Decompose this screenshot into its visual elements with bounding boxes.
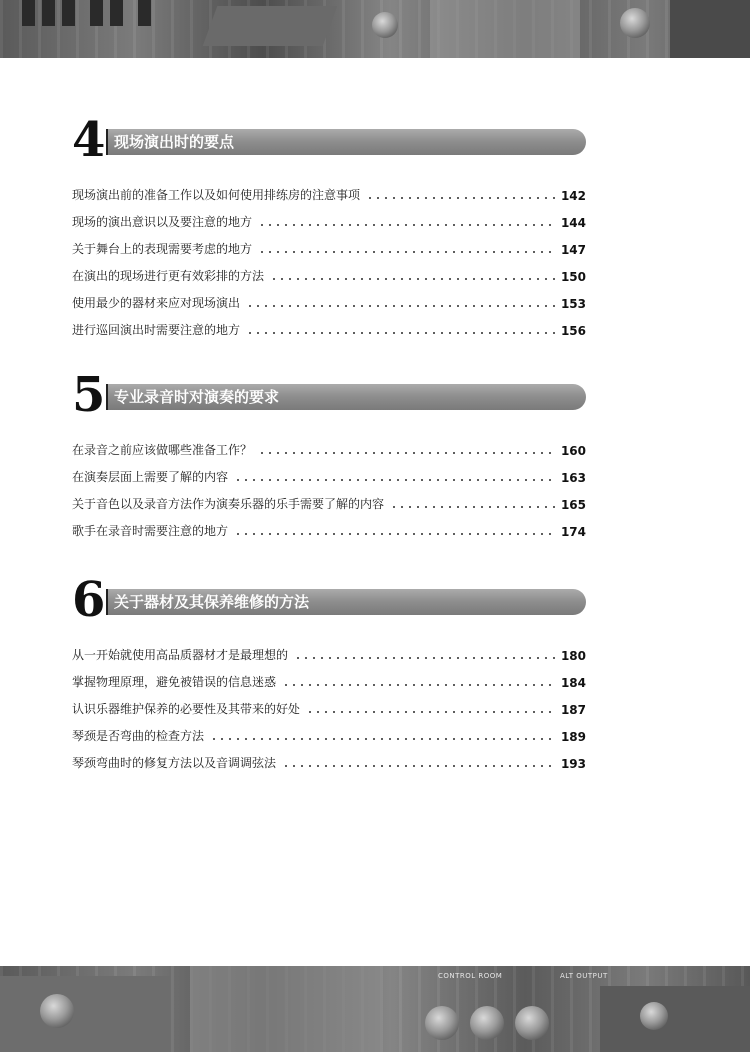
toc-dot-leader [366,197,555,199]
toc-entry[interactable] [72,512,586,539]
toc-entry-page: 174 [560,525,586,539]
equipment-panel-graphic [430,0,580,58]
toc-entry-page: 193 [560,757,586,771]
toc-entry-title: 现场演出前的准备工作以及如何使用排练房的注意事项 [72,188,361,202]
toc-entry[interactable] [72,284,586,311]
equipment-panel-graphic [600,986,750,1052]
section-header [72,114,586,166]
toc-entry-title: 使用最少的器材来应对现场演出 [72,296,241,310]
section-title: 专业录音时对演奏的要求 [114,388,280,406]
toc-dot-leader [234,479,555,481]
toc-dot-leader [210,738,555,740]
toc-list [72,176,586,338]
toc-entry-page: 142 [560,189,586,203]
toc-entry-title: 认识乐器维护保养的必要性及其带来的好处 [72,702,301,716]
toc-entry-title: 关于音色以及录音方法作为演奏乐器的乐手需要了解的内容 [72,497,385,511]
toc-entry[interactable] [72,485,586,512]
equipment-panel-graphic [670,0,750,58]
toc-entry-title: 在录音之前应该做哪些准备工作？ [72,443,253,457]
section-title-divider [106,384,108,410]
toc-entry[interactable] [72,176,586,203]
knob-graphic [470,1006,504,1040]
toc-dot-leader [294,657,555,659]
toc-entry-title: 掌握物理原理，避免被错误的信息迷惑 [72,675,277,689]
toc-dot-leader [258,452,555,454]
toc-dot-leader [282,684,555,686]
toc-entry-title: 歌手在录音时需要注意的地方 [72,524,229,538]
section-title-divider [106,129,108,155]
toc-entry[interactable] [72,458,586,485]
toc-dot-leader [246,305,555,307]
section-title-bar [106,384,586,410]
toc-entry-page: 184 [560,676,586,690]
toc-entry-page: 144 [560,216,586,230]
toc-entry-page: 150 [560,270,586,284]
toc-entry-page: 187 [560,703,586,717]
toc-entry[interactable] [72,311,586,338]
section-title: 现场演出时的要点 [114,133,235,151]
section-header [72,369,586,421]
toc-section-6 [72,574,586,771]
toc-dot-leader [306,711,555,713]
knob-graphic [640,1002,668,1030]
toc-entry[interactable] [72,257,586,284]
section-title-divider [106,589,108,615]
toc-entry[interactable] [72,663,586,690]
header-photo-band [0,0,750,58]
toc-dot-leader [258,224,555,226]
section-header [72,574,586,626]
knob-graphic [425,1006,459,1040]
toc-dot-leader [390,506,555,508]
toc-entry-title: 关于舞台上的表现需要考虑的地方 [72,242,253,256]
section-number: 5 [72,367,106,423]
toc-entry[interactable] [72,203,586,230]
toc-entry-page: 153 [560,297,586,311]
equipment-panel-graphic [190,966,380,1052]
section-title: 关于器材及其保养维修的方法 [114,593,310,611]
toc-entry[interactable] [72,431,586,458]
knob-graphic [515,1006,549,1040]
section-title-bar [106,589,586,615]
toc-list [72,431,586,539]
panel-label: ALT OUTPUT [560,972,608,980]
section-title-bar [106,129,586,155]
toc-entry-page: 160 [560,444,586,458]
toc-section-5 [72,369,586,539]
keyboard-keys-graphic [22,0,162,58]
toc-entry-title: 在演奏层面上需要了解的内容 [72,470,229,484]
section-number: 6 [72,572,106,628]
toc-entry[interactable] [72,744,586,771]
section-number: 4 [72,112,106,168]
toc-section-4 [72,114,586,338]
equipment-panel-graphic [203,6,338,46]
toc-entry-title: 琴颈弯曲时的修复方法以及音调调弦法 [72,756,277,770]
knob-graphic [372,12,398,38]
toc-entry-title: 琴颈是否弯曲的检查方法 [72,729,205,743]
toc-dot-leader [258,251,555,253]
equipment-panel-graphic [0,976,170,1052]
toc-entry-title: 从一开始就使用高品质器材才是最理想的 [72,648,289,662]
toc-entry-title: 现场的演出意识以及要注意的地方 [72,215,253,229]
toc-dot-leader [246,332,555,334]
toc-entry[interactable] [72,690,586,717]
toc-entry[interactable] [72,717,586,744]
knob-graphic [40,994,74,1028]
toc-entry-page: 156 [560,324,586,338]
toc-dot-leader [234,533,555,535]
toc-entry-title: 在演出的现场进行更有效彩排的方法 [72,269,265,283]
footer-photo-band [0,966,750,1052]
knob-graphic [620,8,650,38]
toc-dot-leader [282,765,555,767]
toc-entry[interactable] [72,636,586,663]
panel-label: CONTROL ROOM [438,972,503,980]
toc-entry-page: 180 [560,649,586,663]
toc-list [72,636,586,771]
toc-entry-title: 进行巡回演出时需要注意的地方 [72,323,241,337]
toc-entry-page: 147 [560,243,586,257]
toc-entry-page: 189 [560,730,586,744]
toc-dot-leader [270,278,555,280]
toc-entry-page: 165 [560,498,586,512]
toc-entry[interactable] [72,230,586,257]
toc-entry-page: 163 [560,471,586,485]
